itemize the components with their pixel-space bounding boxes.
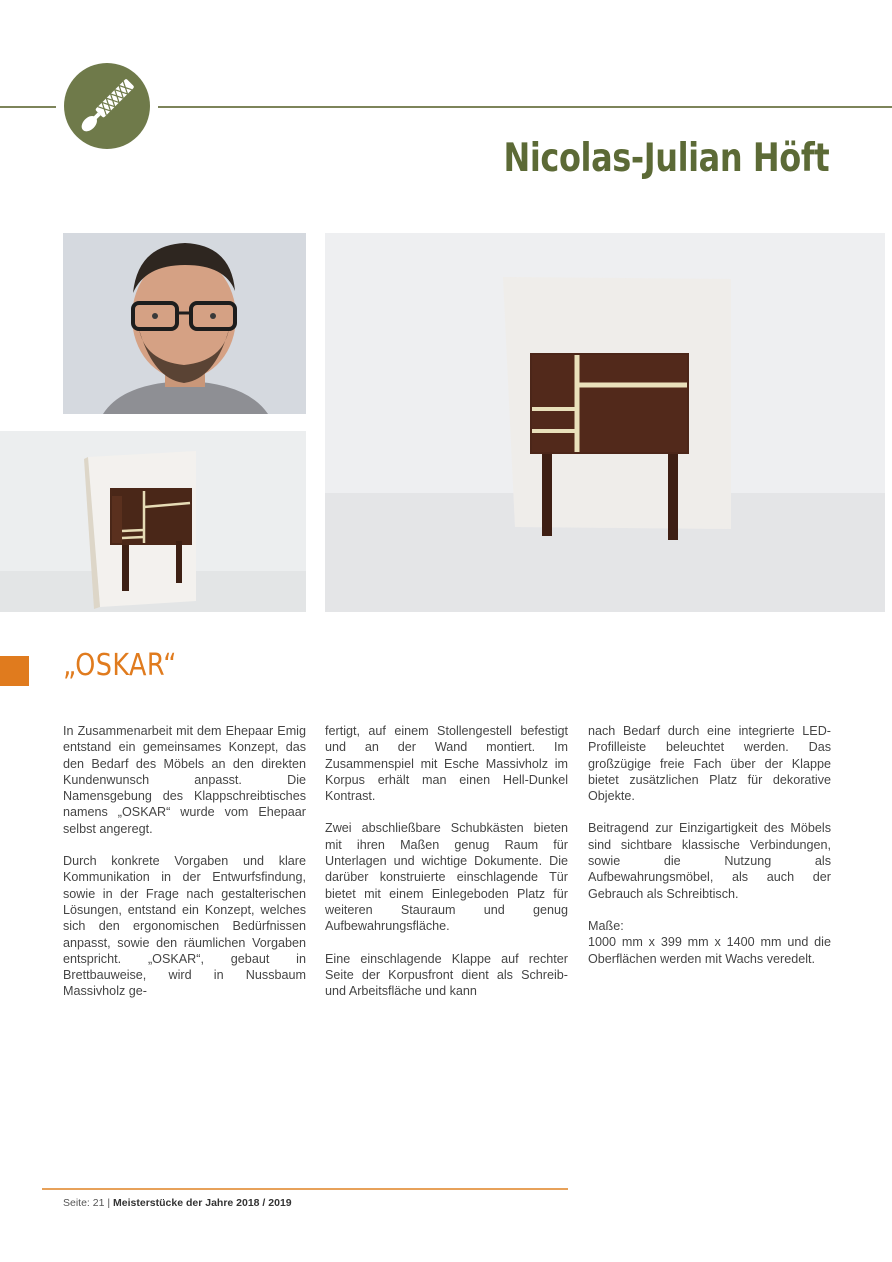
dimensions bbox=[588, 918, 831, 934]
furniture-model-front-photo bbox=[325, 233, 885, 612]
page-number: Seite: 21 bbox=[63, 1197, 105, 1209]
publication-title: Meisterstücke der Jahre 2018 / 2019 bbox=[113, 1197, 292, 1209]
paragraph: In Zusammenarbeit mit dem Ehepaar Emig entstand ein gemeinsames Konzept, das den Bedarf des Möbels an den direkten Kundenwunsch anpasst. Die Namensgebung des Klappschreibtisches namens „OSKAR“ wurde vom Ehepaar selbst angeregt. bbox=[63, 724, 306, 836]
header-rule-right bbox=[158, 106, 892, 108]
badge bbox=[64, 63, 150, 149]
paragraph: fertigt, auf einem Stollengestell befestigt und an der Wand montiert. Im Zusammenspiel mit Esche Massivholz im Korpus erhält man einen Hell-Dunkel Kontrast. bbox=[325, 724, 568, 804]
text-column-3 bbox=[588, 723, 831, 983]
header-rule-left bbox=[0, 106, 56, 108]
paragraph: Zwei abschließbare Schubkästen bieten mit ihren Maßen genug Raum für Unterlagen und wichtige Dokumente. Die darüber konstruierte einschlagende Tür bietet mit einem Einlegeboden Platz für weiteren Stauraum und genug Aufbewahrungsfläche. bbox=[325, 821, 568, 934]
footer-rule bbox=[42, 1188, 568, 1190]
text-column-1 bbox=[63, 723, 306, 1016]
footer-separator: | bbox=[104, 1197, 114, 1209]
file-tool-icon bbox=[64, 63, 150, 149]
furniture-model-side-photo bbox=[0, 431, 306, 612]
dimensions-text: 1000 mm x 399 mm x 1400 mm und die Oberflächen werden mit Wachs veredelt. bbox=[588, 935, 831, 966]
text-column-2 bbox=[325, 723, 568, 1015]
footer bbox=[63, 1197, 292, 1209]
section-marker bbox=[0, 656, 29, 686]
section-title: „OSKAR“ bbox=[63, 648, 177, 683]
paragraph: Durch konkrete Vorgaben und klare Kommunikation in der Entwurfsfindung, sowie in der Frage nach gestalterischen Lösungen, entstand ein Konzept, welches sich den ergonomischen Bedürfnissen anpasst, sowie den räumlichen Vorgaben entspricht. „OSKAR“, gebaut in Brettbauweise, wird in Nussbaum Massivholz ge- bbox=[63, 854, 306, 999]
portrait-photo bbox=[63, 233, 306, 414]
page-title: Nicolas-Julian Höft bbox=[503, 136, 829, 181]
paragraph: Beitragend zur Einzigartigkeit des Möbels sind sichtbare klassische Verbindungen, sowie die Nutzung als Aufbewahrungsmöbel, als auch der Gebrauch als Schreibtisch. bbox=[588, 821, 831, 901]
paragraph: nach Bedarf durch eine integrierte LED-Profilleiste beleuchtet werden. Das großzügige freie Fach über der Klappe bietet zusätzlichen Platz für dekorative Objekte. bbox=[588, 724, 831, 804]
dimensions-label: Maße: bbox=[588, 918, 624, 933]
paragraph: Eine einschlagende Klappe auf rechter Seite der Korpusfront dient als Schreib- und Arbeitsfläche und kann bbox=[325, 951, 568, 999]
